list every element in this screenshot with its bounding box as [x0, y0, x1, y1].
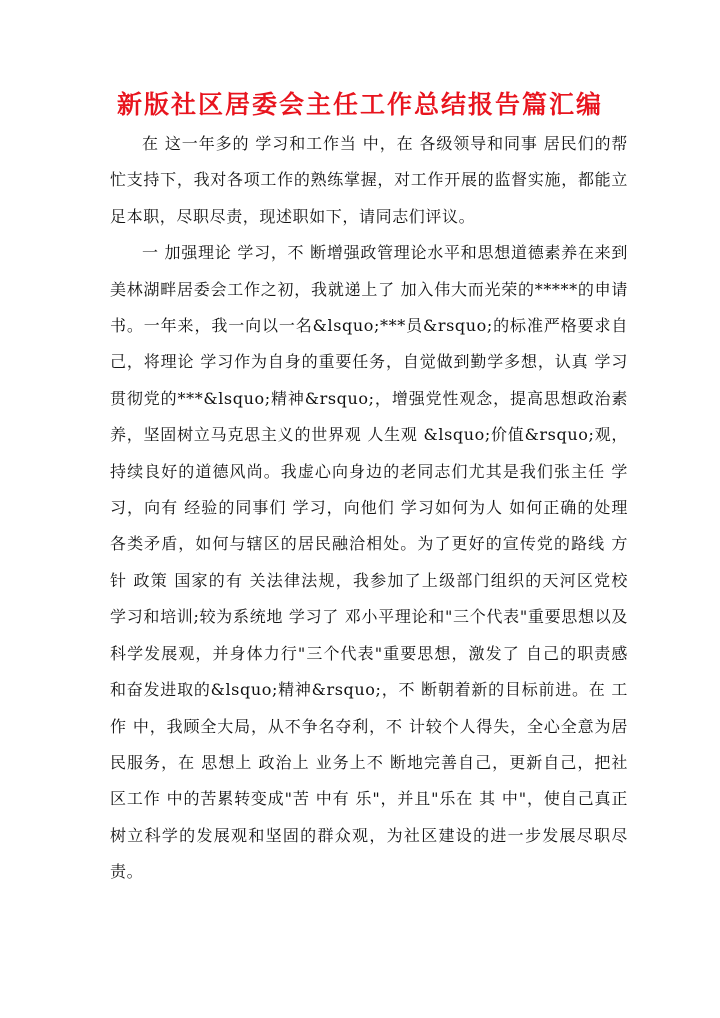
document-body [110, 126, 628, 891]
paragraph-intro: 在 这一年多的 学习和工作当 中，在 各级领导和同事 居民们的帮忙支持下，我对各项工作的熟练掌握，对工作开展的监督实施，都能立足本职，尽职尽责，现述职如下，请同志们评议。 [110, 134, 628, 226]
document-title: 新版社区居委会主任工作总结报告篇汇编 [116, 90, 603, 119]
paragraph-theory-study: 一 加强理论 学习，不 断增强政管理论水平和思想道德素养在来到美林湖畔居委会工作之初，我就递上了 加入伟大而光荣的*****的申请书。一年来，我一向以一名&lsquo;***员&rsquo;的标准严格要求自己，将理论 学习作为自身的重要任务，自觉做到勤学多想，认真 学习贯彻党的***&lsquo;精神&rsquo;，增强党性观念，提高思想政治素养，坚固树立马克思主义的世界观 人生观 &lsquo;价值&rsquo;观，持续良好的道德风尚。我虚心向身边的老同志们尤其是我们张主任 学习，向有 经验的同事们 学习，向他们 学习如何为人 如何正确的处理各类矛盾，如何与辖区的居民融洽相处。为了更好的宣传党的路线 方针 政策 国家的有 关法律法规，我参加了上级部门组织的天河区党校 学习和培训;较为系统地 学习了 邓小平理论和"三个代表"重要思想以及科学发展观，并身体力行"三个代表"重要思想，激发了 自己的职责感和奋发进取的&lsquo;精神&rsquo;，不 断朝着新的目标前进。在 工作 中，我顾全大局，从不争名夺利，不 计较个人得失，全心全意为居民服务，在 思想上 政治上 业务上不 断地完善自己，更新自己，把社区工作 中的苦累转变成"苦 中有 乐"，并且"乐在 其 中"，使自己真正树立科学的发展观和坚固的群众观，为社区建设的进一步发展尽职尽责。 [110, 243, 628, 882]
